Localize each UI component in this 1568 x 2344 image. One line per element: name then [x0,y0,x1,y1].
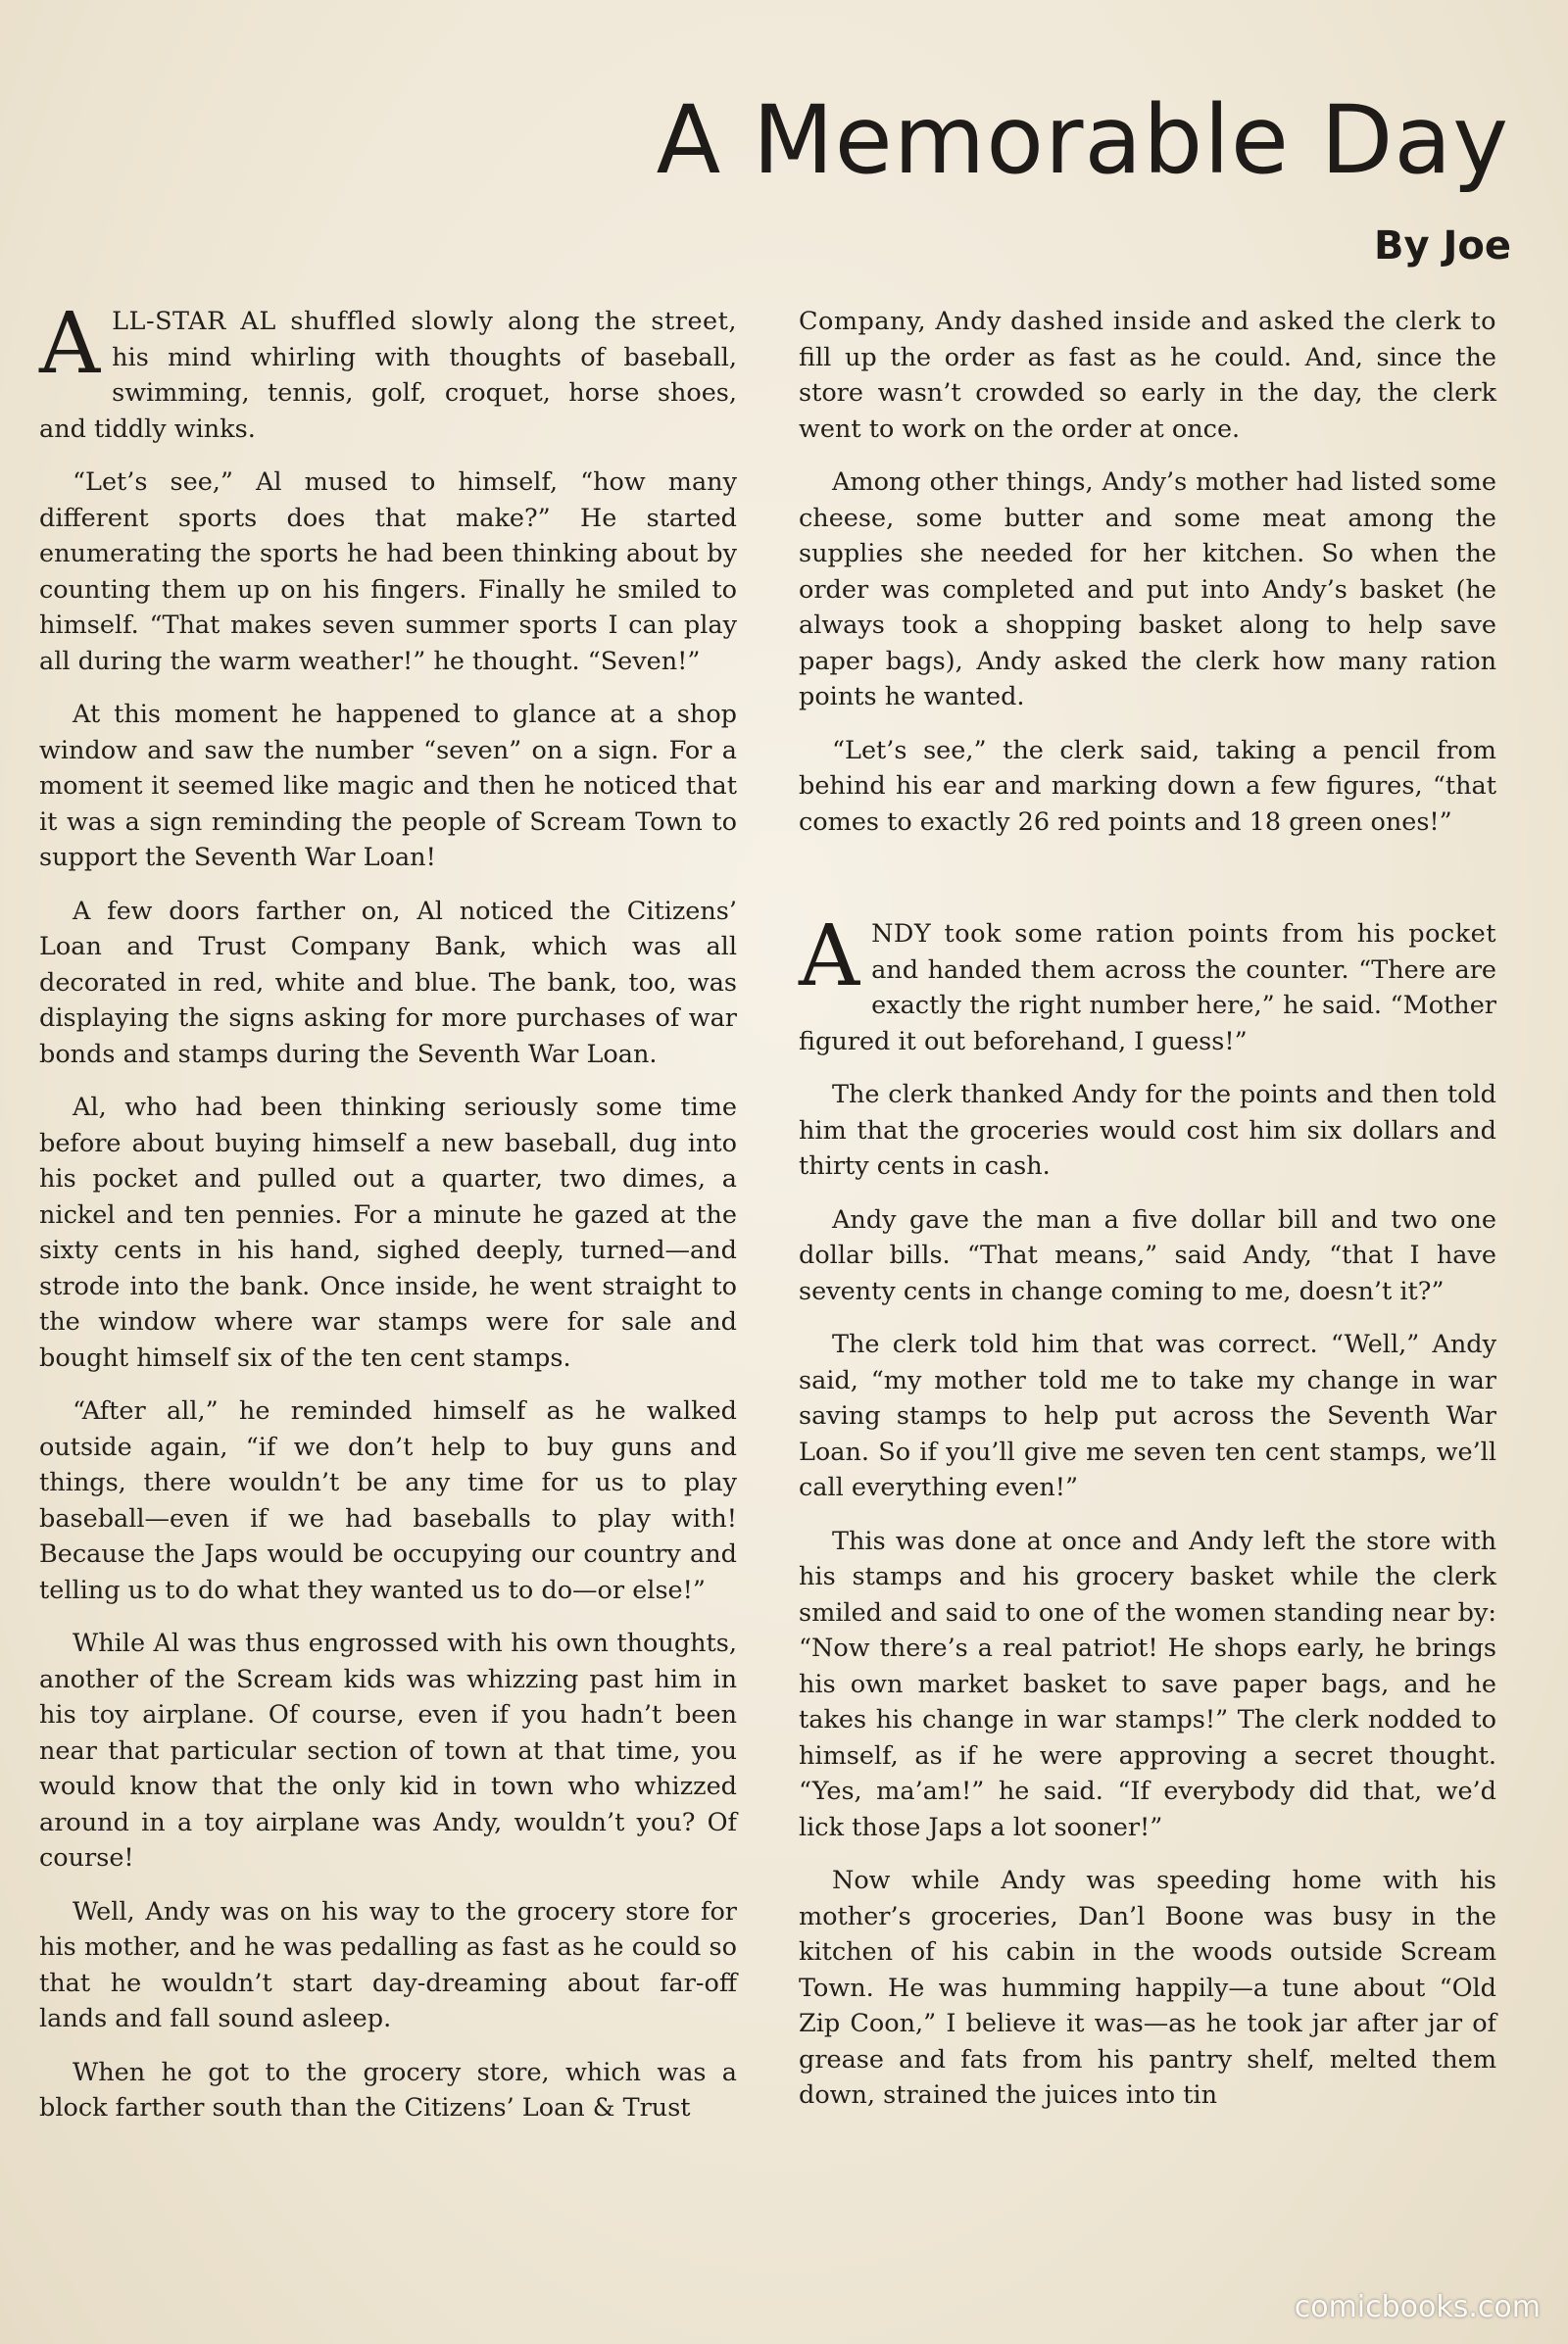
paragraph: The clerk told him that was correct. “Well,” Andy said, “my mother told me to take my change in war saving stamps to help put across the Seventh War Loan. So if you’ll give me seven ten cent stamps, we’ll call everything even!” [799,1330,1496,1502]
drop-cap: A [799,907,860,1005]
paragraph: Company, Andy dashed inside and asked the clerk to fill up the order as fast as he could. And, since the store wasn’t crowded so early in the day, the clerk went to work on the order at once. [799,307,1496,444]
paragraph: While Al was thus engrossed with his own thoughts, another of the Scream kids was whizzing past him in his toy airplane. Of course, even if you hadn’t been near that particular section of town at that time, you would know that the only kid in town who whizzed around in a toy airplane was Andy, wouldn’t you? Of course! [39,1629,737,1873]
paragraph: Al, who had been thinking seriously some time before about buying himself a new baseball, dug into his pocket and pulled out a quarter, two dimes, a nickel and ten pennies. For a minute he gazed at the sixty cents in his hand, sighed deeply, turned—and strode into the bank. Once inside, he went straight to the window where war stamps were for sale and bought himself six of the ten cent stamps. [39,1093,737,1373]
paragraph: “Let’s see,” the clerk said, taking a pencil from behind his ear and marking down a few figures, “that comes to exactly 26 red points and 18 green ones!” [799,735,1496,837]
drop-cap: A [39,295,101,393]
paragraph: Andy gave the man a five dollar bill and two one dollar bills. “That means,” said Andy, “that I have seventy cents in change coming to me, doesn’t it?” [799,1204,1496,1306]
byline: By Joe [1374,223,1511,269]
paragraph: At this moment he happened to glance at a shop window and saw the number “seven” on a sign. For a moment it seemed like magic and then he noticed that it was a sign reminding the people of Scream Town to support the Seventh War Loan! [39,700,737,872]
lead-text: NDY took some ration points from his pocket and handed them across the counter. “There are exactly the right number here,” he said. “Mother figured it out beforehand, I guess!” [799,919,1496,1056]
paragraph: Among other things, Andy’s mother had listed some cheese, some butter and some meat among the supplies she needed for her kitchen. So when the order was completed and put into Andy’s basket (he always took a shopping basket along to help save paper bags), Andy asked the clerk how many ration points he wanted. [799,467,1496,711]
paragraph: “After all,” he reminded himself as he walked outside again, “if we don’t help to buy guns and things, there wouldn’t be any time for us to play baseball—even if we had baseballs to play with! Because the Japs would be occupying our country and telling us to do what they wanted us to do—or else!” [39,1396,737,1605]
paragraph: When he got to the grocery store, which was a block farther south than the Citizens’ Loan & Trust [39,2057,737,2123]
lead-paragraph [799,907,1496,1059]
lead-text: LL-STAR AL shuffled slowly along the street, his mind whirling with thoughts of baseball, swimming, tennis, golf, croquet, horse shoes, and tiddly winks. [39,307,737,444]
watermark: comicbooks.com [1294,2290,1541,2324]
lead-paragraph [39,295,737,447]
paragraph: “Let’s see,” Al mused to himself, “how many different sports does that make?” He started enumerating the sports he had been thinking about by counting them up on his fingers. Finally he smiled to himself. “That makes seven summer sports I can play all during the warm weather!” he thought. “Seven!” [39,467,737,676]
story-title: A Memorable Day [656,85,1509,195]
paragraph: A few doors farther on, Al noticed the Citizens’ Loan and Trust Company Bank, which was all decorated in red, white and blue. The bank, too, was displaying the signs asking for more purchases of war bonds and stamps during the Seventh War Loan. [39,896,737,1069]
paragraph: This was done at once and Andy left the store with his stamps and his grocery basket while the clerk smiled and said to one of the women standing near by: “Now there’s a real patriot! He shops early, he brings his own market basket to save paper bags, and he takes his change in war stamps!” The clerk nodded to himself, as if he were approving a secret thought. “Yes, ma’am!” he said. “If everybody did that, we’d lick those Japs a lot sooner!” [799,1526,1496,1842]
left-column [39,295,737,2144]
right-column [799,304,1496,2131]
section-gap [799,857,1496,916]
paragraph: Well, Andy was on his way to the grocery store for his mother, and he was pedalling as fast as he could so that he wouldn’t start day-dreaming about far-off lands and fall sound asleep. [39,1896,737,2033]
paragraph: Now while Andy was speeding home with his mother’s groceries, Dan’l Boone was busy in the kitchen of his cabin in the woods outside Scream Town. He was humming happily—a tune about “Old Zip Coon,” I believe it was—as he took jar after jar of grease and fats from his pantry shelf, melted them down, strained the juices into tin [799,1866,1496,2110]
paragraph: The clerk thanked Andy for the points and then told him that the groceries would cost him six dollars and thirty cents in cash. [799,1080,1496,1181]
